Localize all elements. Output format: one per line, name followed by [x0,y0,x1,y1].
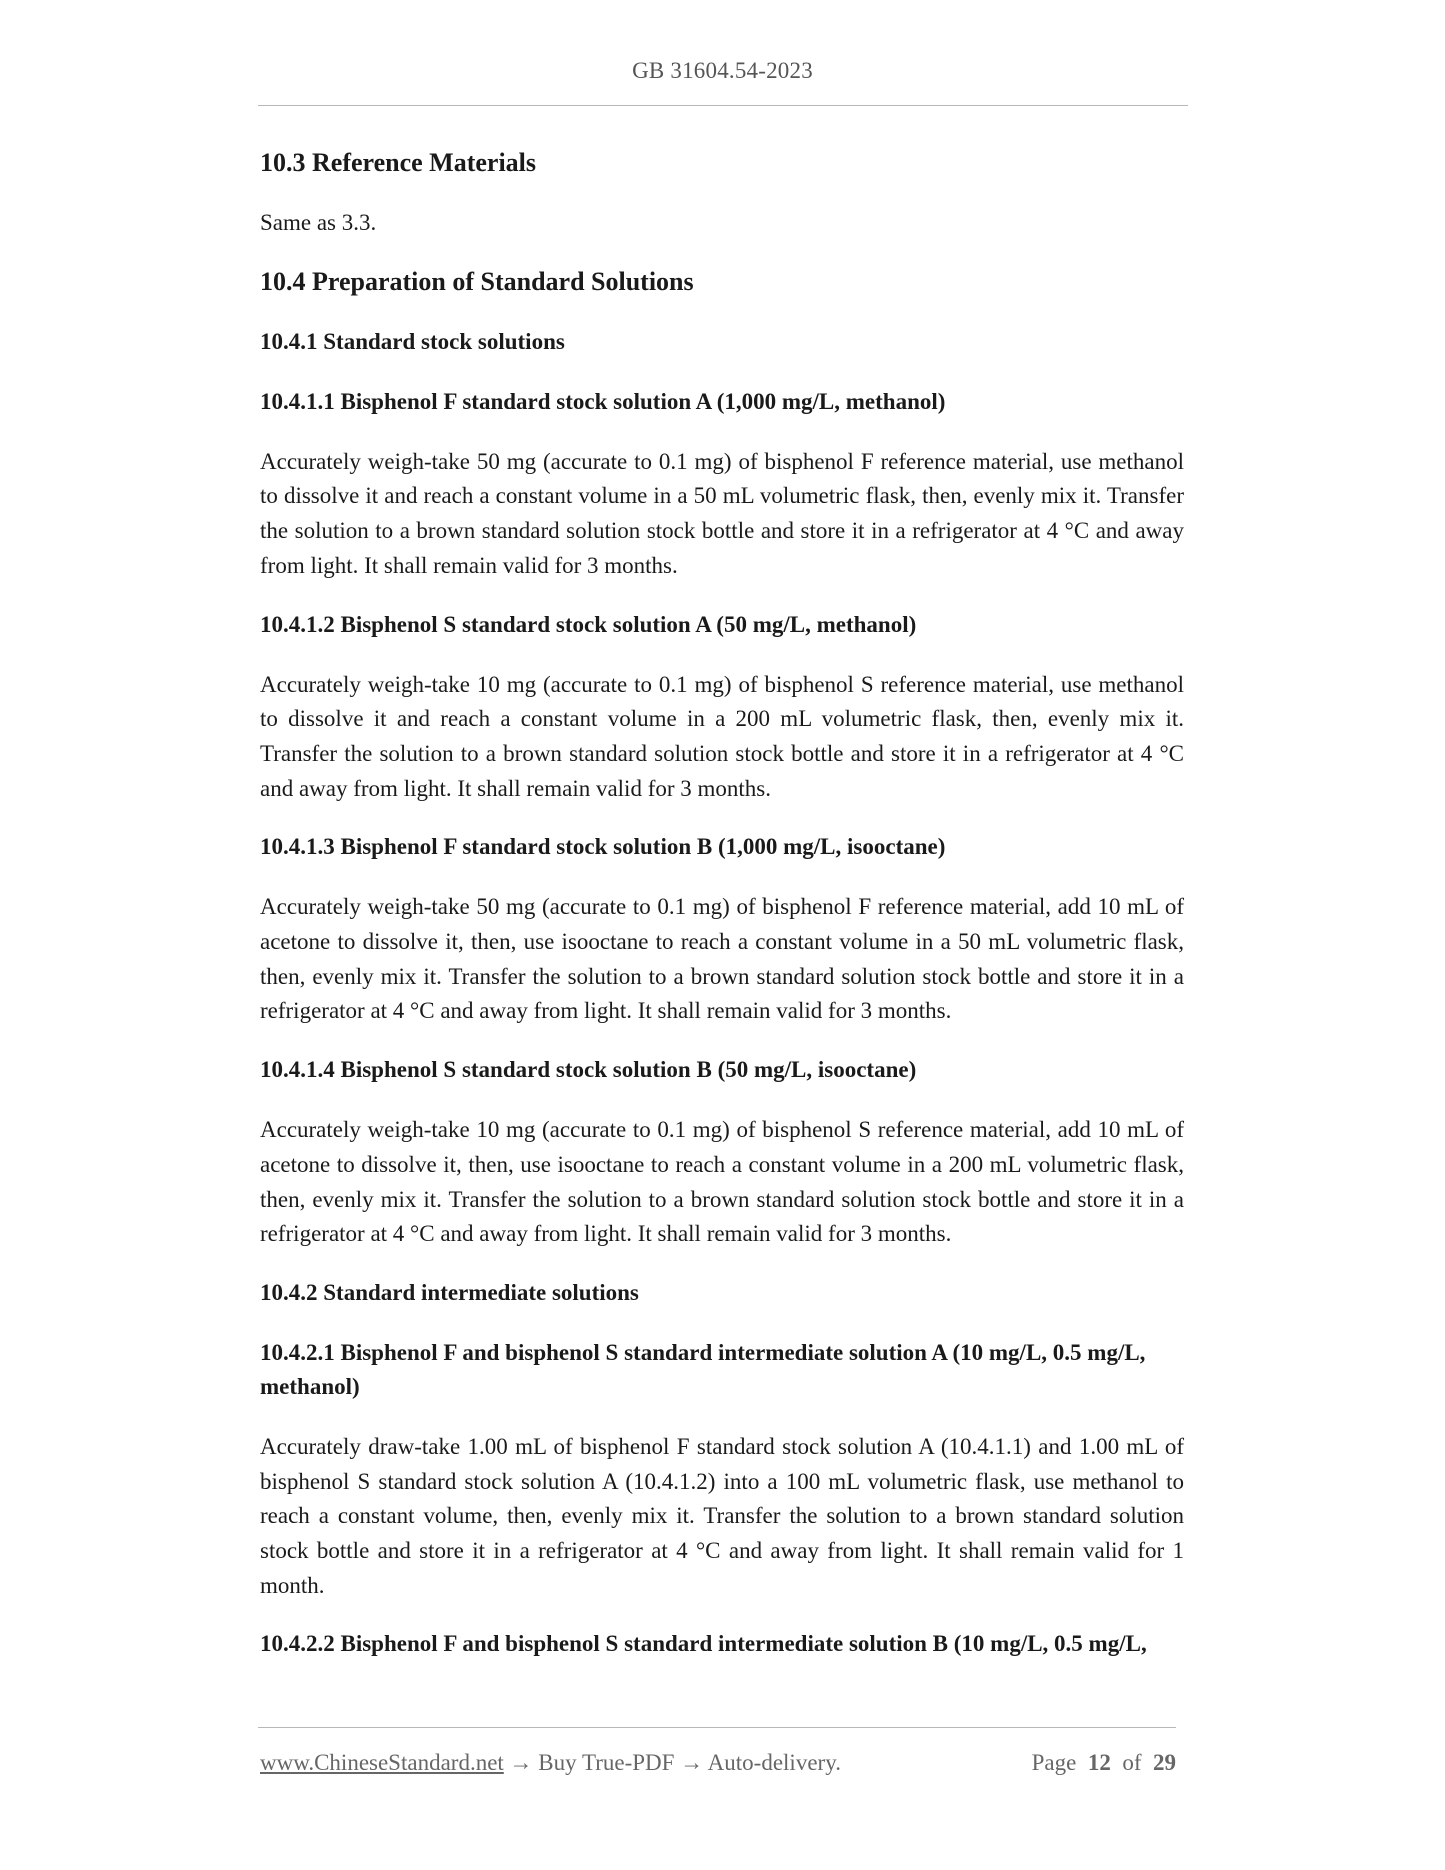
section-10-4-1-1-heading: 10.4.1.1 Bisphenol F standard stock solution A (1,000 mg/L, methanol) [260,388,946,414]
page-header-title: GB 31604.54-2023 [632,58,813,83]
section-10-4-2-1-text: Accurately draw-take 1.00 mL of bisphenol F standard stock solution A (10.4.1.1) and 1.00 mL of bisphenol S standard stock solution A (10.4.1.2) into a 100 mL volumetric flask, use methanol to reach a constant volume, then, evenly mix it. Transfer the solution to a brown standard solution stock bottle and store it in a refrigerator at 4 °C and away from light. It shall remain valid for 1 month. [260,1433,1184,1598]
auto-delivery-text: Auto-delivery. [707,1750,841,1775]
page-counter [1032,1748,1176,1778]
footer-promo [260,1748,841,1778]
section-10-4-2-2-heading: 10.4.2.2 Bisphenol F and bisphenol S standard intermediate solution B (10 mg/L, 0.5 mg/L, [260,1631,1147,1657]
buy-true-pdf-text: Buy True-PDF [538,1750,675,1775]
page-number: 12 [1087,1750,1111,1775]
arrow-right-icon: → [509,1750,533,1775]
section-10-4-1-4-text: Accurately weigh-take 10 mg (accurate to 0.1 mg) of bisphenol S reference material, add 10 mL of acetone to dissolve it, then, use isooctane to reach a constant volume in a 200 mL volumetric flask, then, evenly mix it. Transfer the solution to a brown standard solution stock bottle and store it in a refrigerator at 4 °C and away from light. It shall remain valid for 3 months. [260,1117,1184,1247]
section-10-4-heading: 10.4 Preparation of Standard Solutions [260,266,694,296]
section-10-3-heading: 10.3 Reference Materials [260,148,537,177]
page-label: Page [1031,1750,1077,1775]
section-10-4-1-3-heading: 10.4.1.3 Bisphenol F standard stock solution B (1,000 mg/L, isooctane) [260,834,946,860]
section-10-4-1-1-text: Accurately weigh-take 50 mg (accurate to 0.1 mg) of bisphenol F reference material, use methanol to dissolve it and reach a constant volume in a 50 mL volumetric flask, then, evenly mix it. Transfer the solution to a brown standard solution stock bottle and store it in a refrigerator at 4 °C and away from light. It shall remain valid for 3 months. [260,448,1184,578]
section-10-4-1-3-text: Accurately weigh-take 50 mg (accurate to 0.1 mg) of bisphenol F reference material, add 10 mL of acetone to dissolve it, then, use isooctane to reach a constant volume in a 50 mL volumetric flask, then, evenly mix it. Transfer the solution to a brown standard solution stock bottle and store it in a refrigerator at 4 °C and away from light. It shall remain valid for 3 months. [260,894,1184,1024]
footer-divider [258,1727,1176,1728]
arrow-right-icon: → [680,1750,704,1775]
section-10-4-1-2-text: Accurately weigh-take 10 mg (accurate to 0.1 mg) of bisphenol S reference material, use methanol to dissolve it and reach a constant volume in a 200 mL volumetric flask, then, evenly mix it. Transfer the solution to a brown standard solution stock bottle and store it in a refrigerator at 4 °C and away from light. It shall remain valid for 3 months. [260,671,1184,801]
section-10-4-2-heading: 10.4.2 Standard intermediate solutions [260,1279,639,1305]
section-10-4-1-4-heading: 10.4.1.4 Bisphenol S standard stock solution B (50 mg/L, isooctane) [260,1057,917,1083]
header-divider [258,105,1188,106]
section-10-3-text: Same as 3.3. [260,210,377,235]
page-total: 29 [1153,1750,1176,1775]
chinesestandard-link[interactable]: www.ChineseStandard.net [260,1750,504,1775]
section-10-4-1-heading: 10.4.1 Standard stock solutions [260,328,565,354]
of-label: of [1122,1750,1142,1775]
section-10-4-1-2-heading: 10.4.1.2 Bisphenol S standard stock solution A (50 mg/L, methanol) [260,611,917,637]
document-body [260,146,1184,1661]
section-10-4-2-1-heading: 10.4.2.1 Bisphenol F and bisphenol S standard intermediate solution A (10 mg/L, 0.5 mg/L, methanol) [260,1339,1146,1399]
